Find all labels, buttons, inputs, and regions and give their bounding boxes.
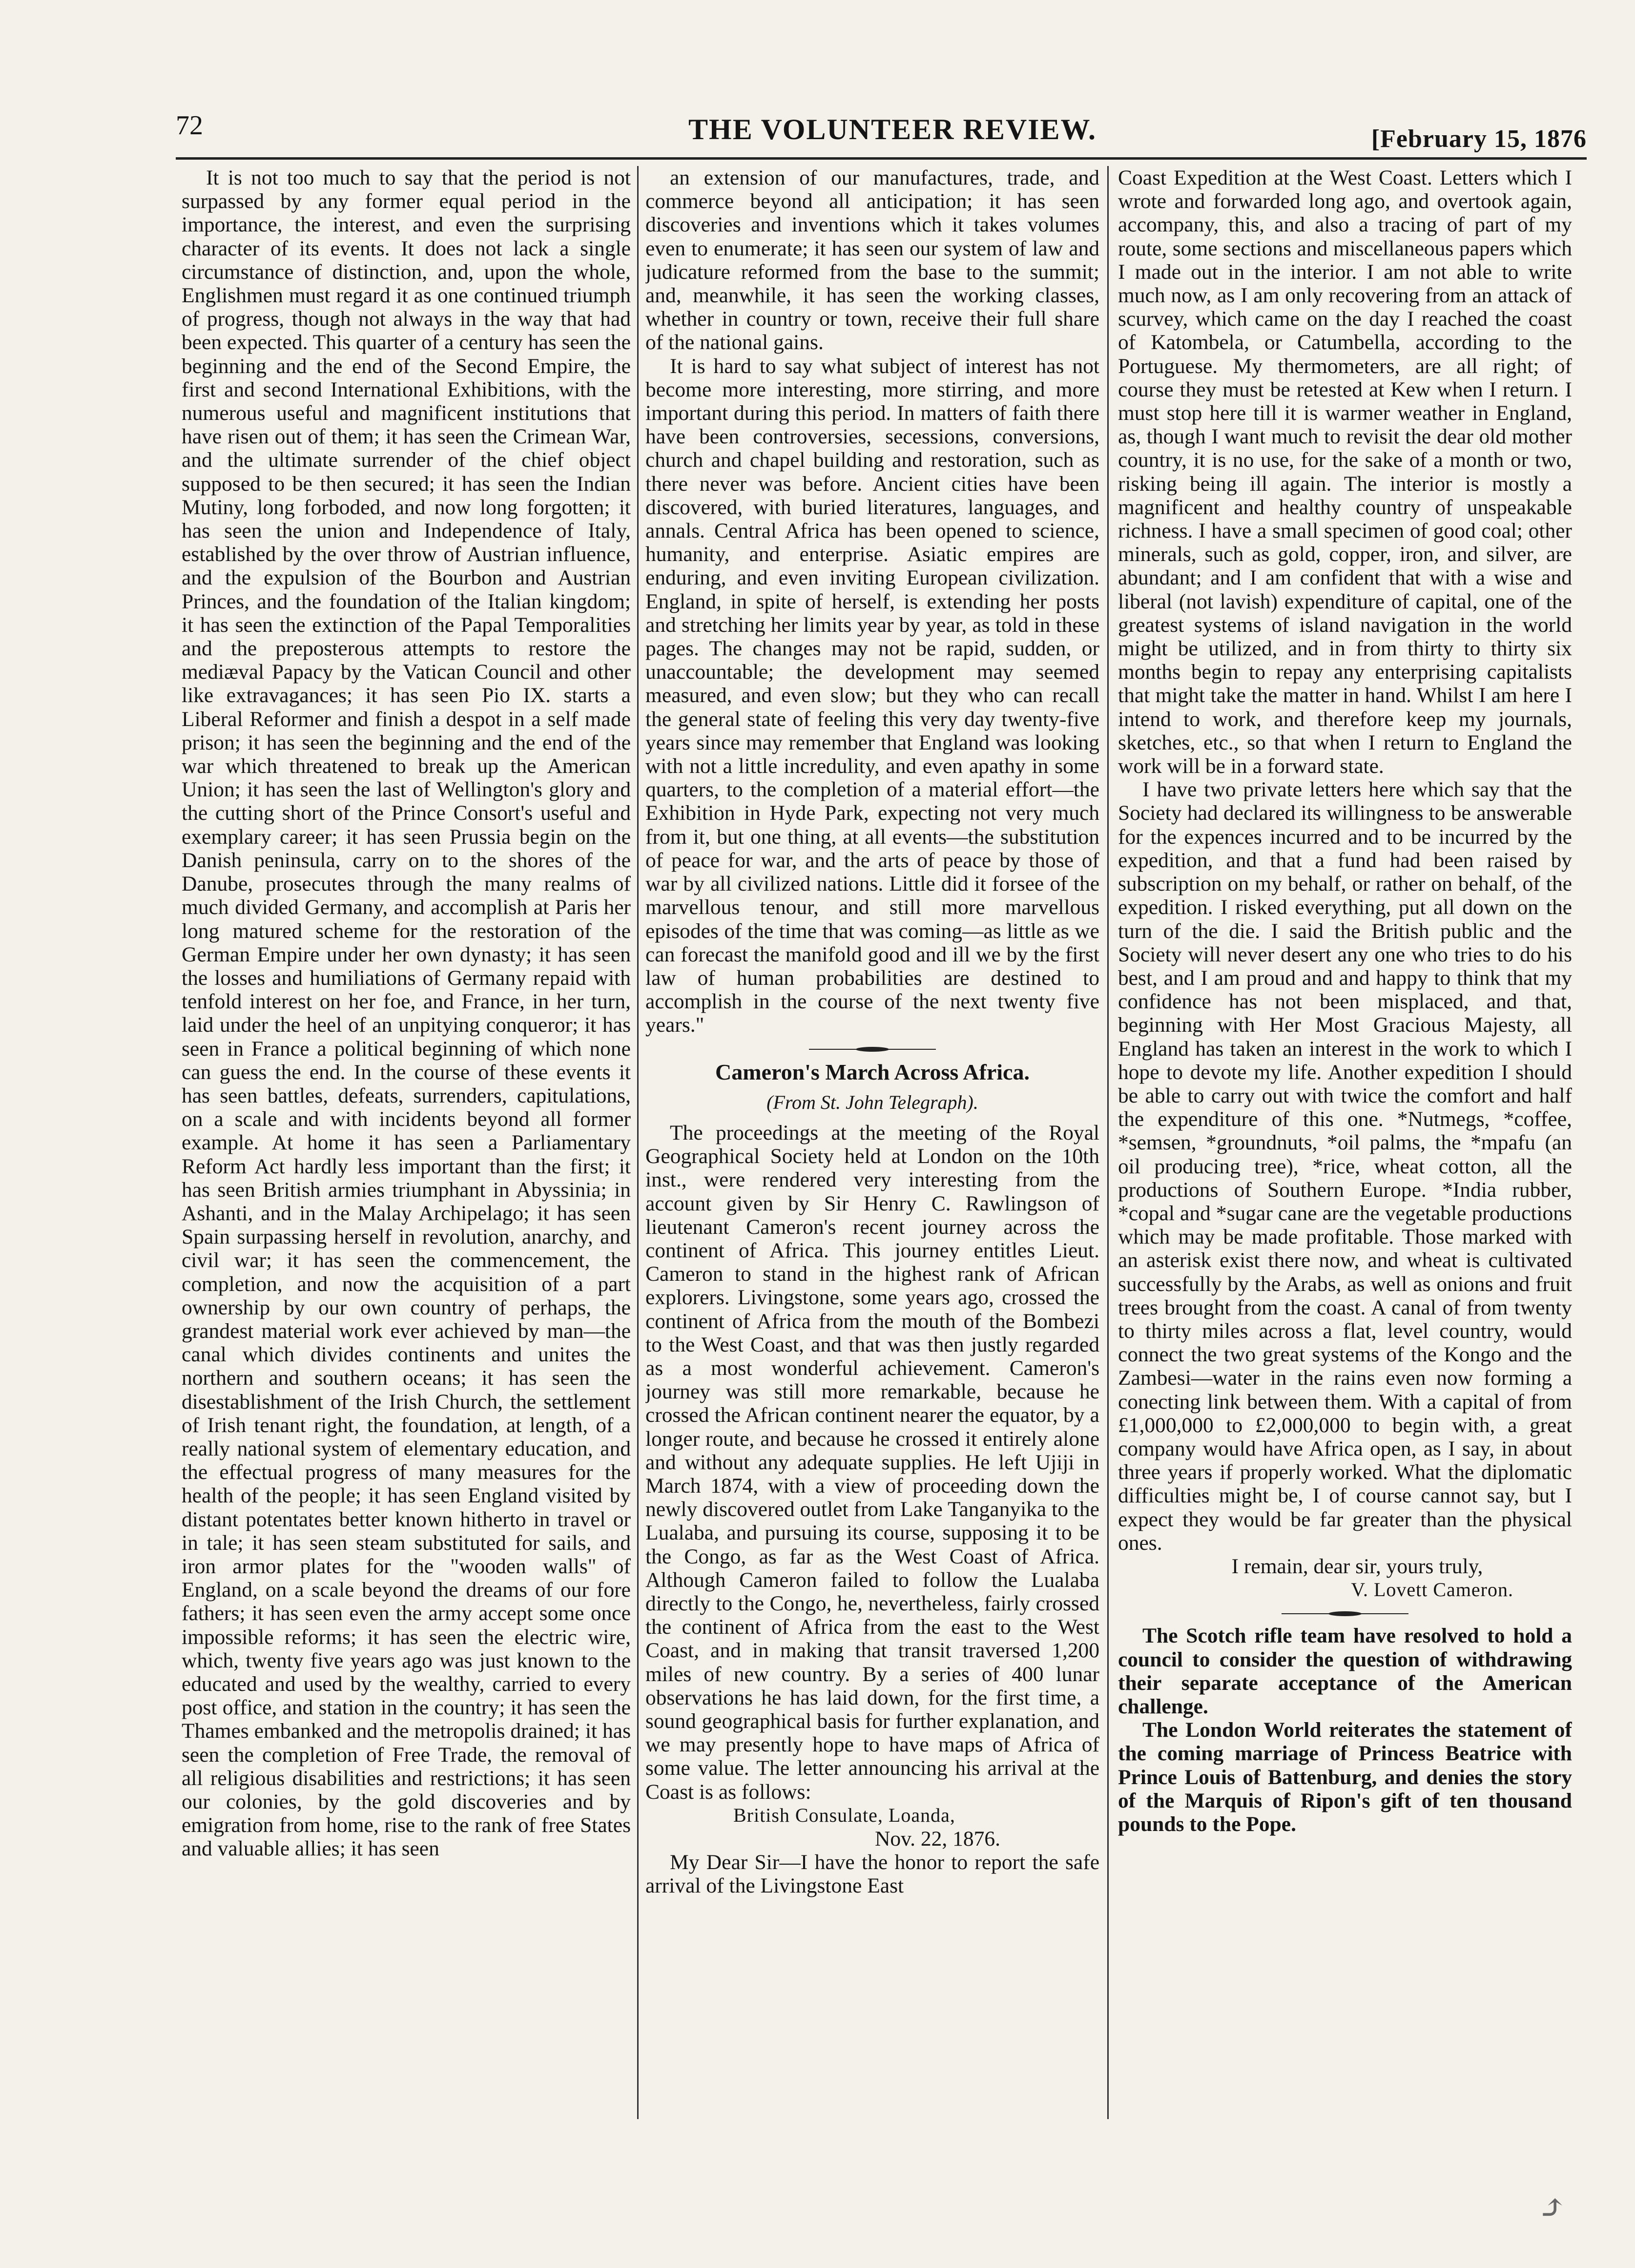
letter-opening: My Dear Sir—I have the honor to report the safe arrival of the Livingstone East — [645, 1851, 1099, 1898]
column-3 — [1118, 166, 1572, 2143]
news-notes — [1118, 1624, 1572, 1836]
page-header — [176, 110, 1587, 156]
letter-closing: I remain, dear sir, yours truly, — [1231, 1554, 1483, 1578]
header-rule — [176, 157, 1587, 160]
column-1 — [182, 166, 631, 2143]
letter-paragraph: Coast Expedition at the West Coast. Letters which I wrote and forwarded long ago, and overtook again, accompany, this, and also a tracing of part of my route, some sections and miscellaneous papers which I made out in the interior. I am not able to write much now, as I am only recovering from an attack of scurvey, which came on the day I reached the coast of Katombela, or Catumbella, according to the Portuguese. My thermometers, are all right; of course they must be retested at Kew when I return. I must stop here till it is warmer weather in England, as, though I want much to revisit the dear old mother country, it is no use, for the sake of a month or two, risking being ill again. The interior is mostly a magnificent and healthy country of unspeakable richness. I have a small specimen of good coal; other minerals, such as gold, copper, iron, and silver, are abundant; and I am confident that with a wise and liberal (not lavish) expenditure of capital, one of the greatest systems of island navigation in the world might be utilized, and in from thirty to thirty six months begin to repay any enterprising capitalists that might take the matter in hand. Whilst I am here I intend to work, and therefore keep my journals, sketches, etc., so that when I return to England the work will be in a forward state. — [1118, 166, 1572, 778]
page-corner-fold: ⤴ — [1538, 2189, 1567, 2227]
letter-heading-date: Nov. 22, 1876. — [875, 1827, 1000, 1851]
column-2 — [645, 166, 1099, 2143]
column-divider — [1107, 166, 1109, 2119]
article-paragraph: It is not too much to say that the period is not surpassed by any former equal period in the importance, the interest, and even the surprising character of its events. It does not lack a single circumstance of distinction, and, upon the whole, Englishmen must regard it as one continued triumph of progress, though not always in the way that had been expected. This quarter of a century has seen the beginning and the end of the Second Empire, the first and second International Exhibitions, with the numerous useful and magnificent institutions that have risen out of them; it has seen the Crimean War, and the ultimate surrender of the chief object supposed to be then secured; it has seen the Indian Mutiny, long forboded, and now long forgotten; it has seen the union and Independence of Italy, established by the over throw of Austrian influence, and the expulsion of the Bourbon and Austrian Princes, and the foundation of the Italian kingdom; it has seen the extinction of the Papal Temporalities and the preposterous attempts to restore the mediæval Papacy by the Vatican Council and other like extravagances; it has seen Pio IX. starts a Liberal Reformer and finish a despot in a self made prison; it has seen the beginning and the end of the war which threatened to break up the American Union; it has seen the last of Wellington's glory and the cutting short of the Prince Consort's useful and exemplary career; it has seen Prussia begin on the Danish peninsula, carry on to the shores of the Danube, prosecutes through the many realms of much divided Germany, and accomplish at Paris her long matured scheme for the restoration of the German Empire under her own dynasty; it has seen the losses and humiliations of Germany repaid with tenfold interest on her foe, and France, in her turn, laid under the heel of an unpitying conqueror; it has seen in France a political beginning of which none can guess the end. In the course of these events it has seen battles, defeats, surrenders, capitulations, on a scale and with incidents beyond all former example. At home it has seen a Parliamentary Reform Act hardly less important than the first; it has seen British armies triumphant in Abyssinia; in Ashanti, and in the Malay Archipelago; it has seen Spain surpassing herself in revolution, anarchy, and civil war; it has seen the commencement, the completion, and now the acquisition of a part ownership by our own country of perhaps, the grandest material work ever achieved by man—the canal which divides continents and unites the northern and southern oceans; it has seen the disestablishment of the Irish Church, the settlement of Irish tenant right, the foundation, at length, of a really national system of elementary education, and the effectual progress of many measures for the health of the people; it has seen England visited by distant potentates better known hitherto in travel or in tale; it has seen steam substituted for sails, and iron armor plates for the "wooden walls" of England, on a scale beyond the dreams of our fore fathers; it has seen even the army accept some once impossible reforms; it has seen the electric wire, which, twenty five years ago was just known to the educated and used by the wealthy, carried to every post office, and station in the country; it has seen the Thames embanked and the metropolis drained; it has seen the completion of Free Trade, the removal of all religious disabilities and restrictions; it has seen our colonies, by the gold discoveries and by emigration from home, rise to the rank of free States and valuable allies; it has seen — [182, 166, 631, 1861]
news-note: The London World reiterates the statement of the coming marriage of Princess Beatrice with Prince Louis of Battenburg, and denies the story of the Marquis of Ripon's gift of ten thousand pounds to the Pope. — [1118, 1718, 1572, 1836]
letter-paragraph: I have two private letters here which say that the Society had declared its willingness to be answerable for the expences incurred and to be incurred by the expedition, and that a fund had been raised by subscription on my behalf, or rather on behalf, of the expedition. I risked everything, put all down on the turn of the die. I said the British public and the Society will never desert any one who tries to do his best, and I am proud and and happy to think that my confidence has not been misplaced, and that, beginning with Her Most Gracious Majesty, all England has taken an interest in the work to which I hope to devote my life. Another expedition I should be able to carry out with twice the comfort and half the expenditure of this one. *Nutmegs, *coffee, *semsen, *groundnuts, *oil palms, the *mpafu (an oil producing tree), *rice, wheat cotton, all the productions of Southern Europe. *India rubber, *copal and *sugar cane are the vegetable productions which may be made profitable. Those marked with an asterisk exist there now, and wheat is cultivated successfully by the Arabs, as well as onions and fruit trees brought from the coast. A canal of from twenty to thirty miles across a flat, level country, would connect the two great systems of the Kongo and the Zambesi—water in the rains even now forming a conecting link between them. With a capital of from £1,000,000 to £2,000,000 to begin with, a great company would have Africa open, as I say, in about three years if properly worked. What the diplomatic difficulties might be, I of course cannot say, but I expect they would be far greater than the physical ones. — [1118, 778, 1572, 1555]
section-source: (From St. John Telegraph). — [766, 1091, 978, 1113]
article-paragraph: The proceedings at the meeting of the Royal Geographical Society held at London on the 10th inst., were rendered very interesting from the account given by Sir Henry C. Rawlingson of lieutenant Cameron's recent journey across the continent of Africa. This journey entitles Lieut. Cameron to stand in the highest rank of African explorers. Livingstone, some years ago, crossed the continent of Africa from the mouth of the Bombezi to the West Coast, and that was then justly regarded as a most wonderful achievement. Cameron's journey was still more remarkable, because he crossed the African continent nearer the equator, by a longer route, and because he crossed it entirely alone and without any adequate supplies. He left Ujiji in March 1874, with a view of proceeding down the newly discovered outlet from Lake Tanganyika to the Lualaba, and pursuing its course, supposing it to be the Congo, as far as the West Coast of Africa. Although Cameron failed to follow the Lualaba directly to the Congo, he, nevertheless, fairly crossed the continent of Africa from the east to the West Coast, and in making that transit traversed 1,200 miles of new country. By a series of 400 lunar observations he has laid down, for the first time, a sound geographical basis for further explanation, and we may presently hope to have maps of Africa of some value. The letter announcing his arrival at the Coast is as follows: — [645, 1121, 1099, 1804]
section-ornament — [809, 1046, 936, 1053]
article-paragraph: It is hard to say what subject of interest has not become more interesting, more stirring, and more important during this period. In matters of faith there have been controversies, secessions, conversions, church and chapel building and restoration, such as there never was before. Ancient cities have been discovered, with buried literatures, languages, and annals. Central Africa has been opened to science, humanity, and enterprise. Asiatic empires are enduring, and even inviting European civilization. England, in spite of herself, is extending her posts and stretching her limits year by year, as told in these pages. The changes may not be rapid, sudden, or unaccountable; the development may seemed measured, and even slow; but they who can recall the general state of feeling this very day twenty-five years since may remember that England was looking with not a little incredulity, and even apathy in some quarters, to the completion of a material effort—the Exhibition in Hyde Park, expecting not very much from it, but one thing, at all events—the substitution of peace for war, and the arts of peace by those of war by all civilized nations. Little did it forsee of the marvellous tenour, and still more marvellous episodes of the time that was coming—as little as we can forecast the manifold good and ill we by the first law of human probabilities are destined to accomplish in the course of the next twenty five years." — [645, 354, 1099, 1037]
issue-date: [February 15, 1876 — [1371, 125, 1587, 153]
news-note: The Scotch rifle team have resolved to hold a council to consider the question of withdrawing their separate acceptance of the American challenge. — [1118, 1624, 1572, 1718]
page-number: 72 — [176, 110, 203, 141]
letter-signature: V. Lovett Cameron. — [1351, 1579, 1513, 1601]
article-paragraph: an extension of our manufactures, trade, and commerce beyond all anticipation; it has seen discoveries and inventions which it takes volumes even to enumerate; it has seen our system of law and judicature reformed from the base to the summit; and, meanwhile, it has seen the working classes, whether in country or town, receive their full share of the national gains. — [645, 166, 1099, 354]
publication-title: THE VOLUNTEER REVIEW. — [688, 113, 1097, 146]
letter-heading-place: British Consulate, Loanda, — [733, 1804, 955, 1826]
column-divider — [637, 166, 639, 2119]
section-ornament — [1282, 1610, 1408, 1617]
section-title: Cameron's March Across Africa. — [715, 1059, 1030, 1084]
